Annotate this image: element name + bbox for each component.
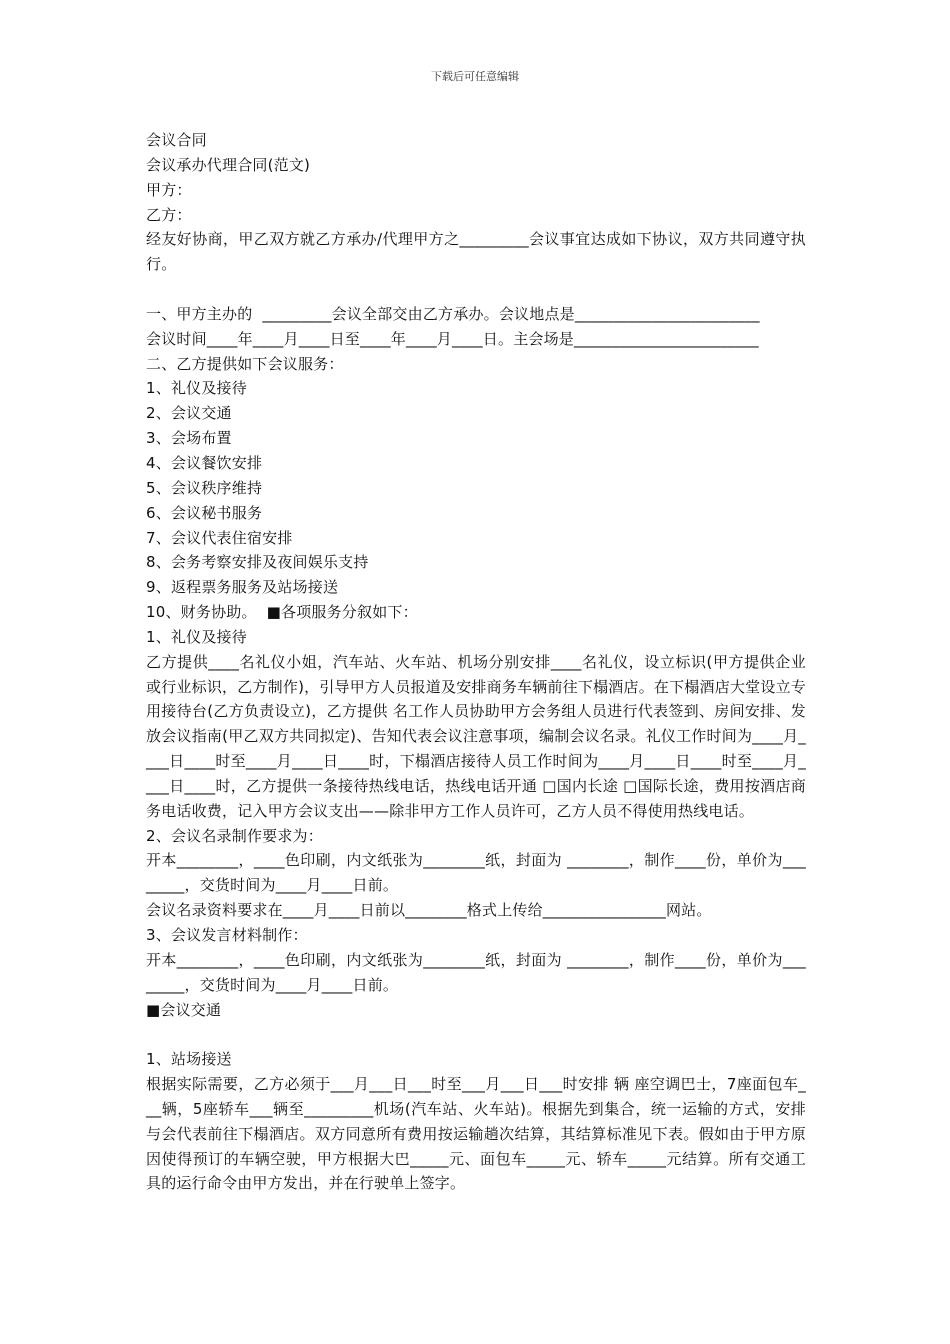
section-heading: ■会议交通 bbox=[146, 1000, 222, 1019]
clause-1-line-2: 会议时间____年____月____日至____年____月____日。主会场是________________________ bbox=[146, 329, 759, 348]
service-item: 10、财务协助。 ■各项服务分叙如下： bbox=[146, 603, 418, 622]
speech-material-paragraph: 开本________，____色印刷，内文纸张为________纸，封面为 ________，制作____份，单价为________，交货时间为____月____日前。 bbox=[146, 950, 806, 994]
service-item: 6、会议秘书服务 bbox=[146, 503, 263, 522]
service-item: 8、会务考察安排及夜间娱乐支持 bbox=[146, 553, 369, 572]
doc-subtitle: 会议承办代理合同(范文) bbox=[146, 155, 311, 174]
blank-line bbox=[146, 1022, 806, 1047]
service-item: 4、会议餐饮安排 bbox=[146, 453, 263, 472]
service-item: 5、会议秩序维持 bbox=[146, 478, 263, 497]
page-header: 下载后可任意编辑 bbox=[431, 70, 519, 83]
service-item: 7、会议代表住宿安排 bbox=[146, 528, 293, 547]
document-body bbox=[146, 128, 806, 1196]
section-heading: 3、会议发言材料制作： bbox=[146, 926, 308, 944]
directory-spec-paragraph: 开本________，____色印刷，内文纸张为________纸，封面为 ________，制作____份，单价为________，交货时间为____月____日前。 bbox=[146, 851, 806, 895]
reception-paragraph: 乙方提供____名礼仪小姐，汽车站、火车站、机场分别安排____名礼仪，设立标识(甲方提供企业或行业标识，乙方制作)，引导甲方人员报道及安排商务车辆前往下榻酒店。在下榻酒店大堂设立专用接待台(乙方负责设立)，乙方提供 名工作人员协助甲方会务组人员进行代表签到、房间安排、发放会议指南(甲乙双方共同拟定)、告知代表会议注意事项，编制会议名录。礼仪工作时间为____月____日____时至____月____日____时，下榻酒店接待人员工作时间为____月____日____时至____月____日____时，乙方提供一条接待热线电话，热线电话开通 □国内长途 □国际长途，费用按酒店商务电话收费，记入甲方会议支出——除非甲方工作人员许可，乙方人员不得使用热线电话。 bbox=[146, 652, 806, 820]
party-b-line: 乙方： bbox=[146, 205, 192, 224]
directory-upload-line: 会议名录资料要求在____月____日前以________格式上传给________________网站。 bbox=[146, 901, 712, 920]
party-a-line: 甲方： bbox=[146, 180, 192, 199]
section-heading: 1、站场接送 bbox=[146, 1050, 232, 1069]
intro-paragraph: 经友好协商，甲乙双方就乙方承办/代理甲方之_________会议事宜达成如下协议，双方共同遵守执行。 bbox=[146, 230, 806, 274]
service-item: 1、礼仪及接待 bbox=[146, 379, 247, 398]
service-item: 3、会场布置 bbox=[146, 429, 232, 448]
section-heading: 2、会议名录制作要求为： bbox=[146, 826, 323, 845]
clause-2-heading: 二、乙方提供如下会议服务： bbox=[146, 354, 344, 373]
service-item: 9、返程票务服务及站场接送 bbox=[146, 578, 339, 597]
blank-line bbox=[146, 277, 806, 302]
clause-1-line-1: 一、甲方主办的 _________会议全部交由乙方承办。会议地点是________________________ bbox=[146, 304, 760, 323]
service-item: 2、会议交通 bbox=[146, 404, 232, 423]
doc-title: 会议合同 bbox=[146, 131, 207, 149]
transport-paragraph: 根据实际需要，乙方必须于___月___日___时至___月___日___时安排 辆 座空调巴士，7座面包车___辆，5座轿车___辆至_________机场(汽车站、火车站)。根据先到集合，统一运输的方式，安排与会代表前往下榻酒店。双方同意所有费用按运输趟次结算，其结算标准见下表。假如由于甲方原因使得预订的车辆空驶，甲方根据大巴_____元、面包车_____元、轿车_____元结算。所有交通工具的运行命令由甲方发出，并在行驶单上签字。 bbox=[146, 1075, 806, 1193]
section-heading: 1、礼仪及接待 bbox=[146, 627, 247, 646]
